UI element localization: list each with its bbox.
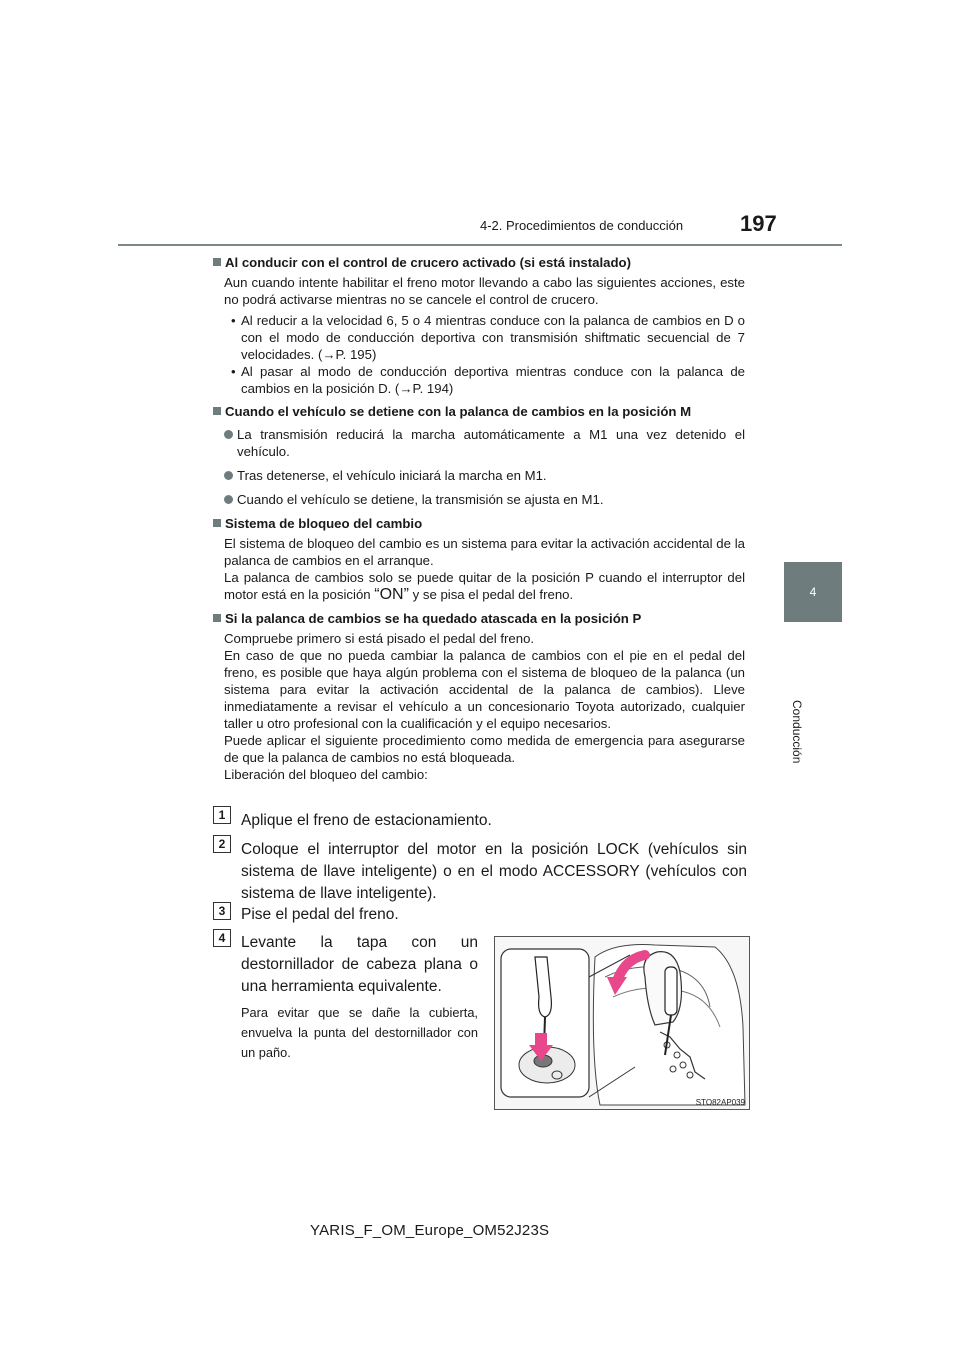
step-text: Aplique el freno de estacionamiento.	[241, 812, 492, 829]
chapter-number: 4	[809, 585, 817, 599]
paragraph: En caso de que no pueda cambiar la palanca de cambios con el pie en el pedal del freno, es posible que haya algún problema con el sistema de bloqueo de la palanca (un sistema para evitar la activación accidental de la palanca de cambios). Lleve inmediatamente a revisar el vehículo a un concesionario Toyota autorizado, cualquier taller u otro profesional con la cualificación y el equipo necesarios.	[224, 648, 745, 731]
chapter-tab	[784, 562, 842, 622]
square-bullet-icon	[213, 519, 221, 527]
list-item-text: Al reducir a la velocidad 6, 5 o 4 mientras conduce con la palanca de cambios en D o con el modo de conducción deportiva con transmisión shiftmatic secuencial de 7 velocidades. (→P. 195)	[241, 313, 745, 362]
step-text: Coloque el interruptor del motor en la posición LOCK (vehículos sin sistema de llave inteligente) o en el modo ACCESSORY (vehículos con sistema de llave inteligente).	[241, 841, 747, 902]
paragraph: Aun cuando intente habilitar el freno motor llevando a cabo las siguientes acciones, este no podrá activarse mientras no se cancele el control de crucero.	[224, 275, 745, 307]
list-item	[224, 467, 745, 484]
list-item-text: Cuando el vehículo se detiene, la transmisión se ajusta en M1.	[237, 492, 604, 507]
list-item	[224, 491, 745, 508]
circle-bullet-icon	[224, 495, 233, 504]
list-item	[224, 426, 745, 460]
section-title-text: Sistema de bloqueo del cambio	[225, 516, 423, 531]
figure-code: STO82AP039	[695, 1098, 745, 1107]
page-number: 197	[740, 211, 777, 236]
on-label: “ON”	[374, 586, 409, 603]
illustration-graphic	[495, 937, 749, 1109]
list-item	[231, 363, 745, 397]
document-code: YARIS_F_OM_Europe_OM52J23S	[310, 1222, 550, 1239]
square-bullet-icon	[213, 407, 221, 415]
bullet-dot: •	[231, 313, 236, 328]
step-note: Para evitar que se dañe la cubierta, envuelva la punta del destornillador con un paño.	[241, 1005, 478, 1060]
step-text: Pise el pedal del freno.	[241, 906, 399, 923]
section-title-text: Cuando el vehículo se detiene con la palanca de cambios en la posición M	[225, 404, 692, 419]
circle-bullet-icon	[224, 430, 233, 439]
step-number: 1	[213, 806, 231, 824]
step-number: 4	[213, 929, 231, 947]
paragraph-text: y se pisa el pedal del freno.	[408, 587, 574, 602]
shift-lock-illustration	[494, 936, 750, 1110]
bullet-dot: •	[231, 364, 236, 379]
header-rule	[118, 244, 842, 246]
section-title	[213, 610, 745, 627]
main-content	[213, 254, 745, 787]
list-item-text: La transmisión reducirá la marcha automáticamente a M1 una vez detenido el vehículo.	[237, 427, 745, 459]
section-title	[213, 515, 745, 532]
list-item	[231, 312, 745, 363]
paragraph: Compruebe primero si está pisado el pedal del freno.	[224, 631, 535, 646]
paragraph-text: La palanca de cambios solo se puede quitar de la posición P cuando el interruptor del motor está en la posición	[224, 570, 745, 602]
circle-bullet-icon	[224, 471, 233, 480]
section-title-text: Si la palanca de cambios se ha quedado atascada en la posición P	[225, 611, 642, 626]
section-title-text: Al conducir con el control de crucero activado (si está instalado)	[225, 255, 631, 270]
list-item-text: Tras detenerse, el vehículo iniciará la marcha en M1.	[237, 468, 547, 483]
paragraph: El sistema de bloqueo del cambio es un sistema para evitar la activación accidental de la palanca de cambios en el arranque.	[224, 536, 745, 568]
paragraph	[224, 569, 745, 603]
step-text: Levante la tapa con un destornillador de cabeza plana o una herramienta equivalente.	[241, 934, 478, 995]
square-bullet-icon	[213, 258, 221, 266]
list-item-text: Al pasar al modo de conducción deportiva mientras conduce con la palanca de cambios en la posición D. (→P. 194)	[241, 364, 745, 396]
square-bullet-icon	[213, 614, 221, 622]
section-heading: 4-2. Procedimientos de conducción	[480, 218, 684, 233]
section-title	[213, 403, 745, 420]
paragraph: Puede aplicar el siguiente procedimiento como medida de emergencia para asegurarse de que la palanca de cambios no está bloqueada.	[224, 733, 745, 765]
section-title	[213, 254, 745, 271]
paragraph: Liberación del bloqueo del cambio:	[224, 767, 428, 782]
step-number: 3	[213, 902, 231, 920]
chapter-label-box	[790, 632, 820, 764]
chapter-label: Conducción	[790, 700, 804, 764]
step-number: 2	[213, 835, 231, 853]
